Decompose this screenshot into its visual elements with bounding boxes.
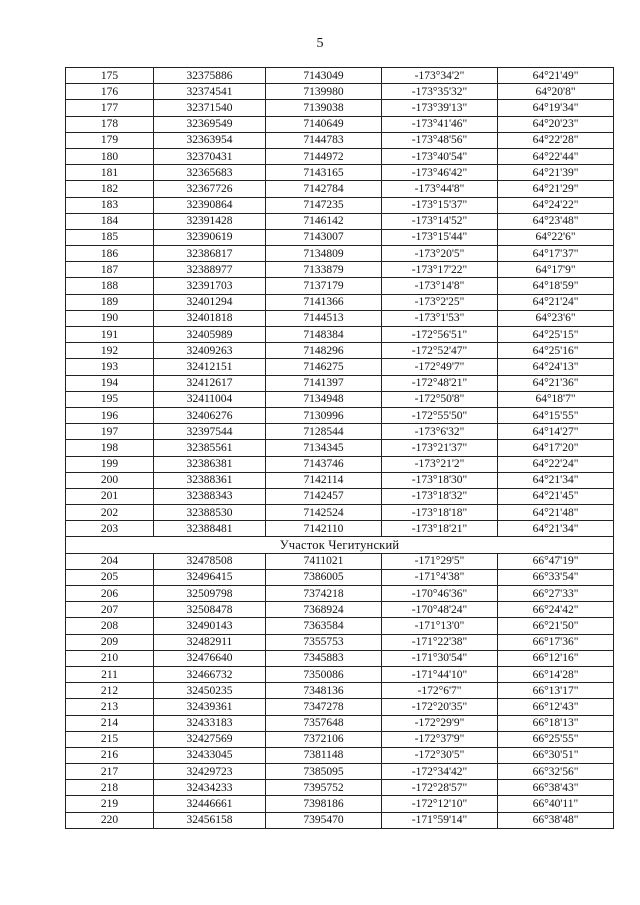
longitude-cell: -172°34'42" — [382, 764, 498, 780]
point-number-cell: 191 — [66, 327, 154, 343]
y-coordinate-cell: 7381148 — [266, 747, 382, 763]
y-coordinate-cell: 7143165 — [266, 165, 382, 181]
latitude-cell: 64°24'22" — [498, 197, 614, 213]
y-coordinate-cell: 7386005 — [266, 569, 382, 585]
point-number-cell: 215 — [66, 731, 154, 747]
latitude-cell: 64°25'15" — [498, 327, 614, 343]
table-row — [66, 764, 614, 780]
point-number-cell: 218 — [66, 780, 154, 796]
latitude-cell: 66°14'28" — [498, 666, 614, 682]
section-row — [66, 537, 614, 553]
table-row — [66, 181, 614, 197]
point-number-cell: 205 — [66, 569, 154, 585]
point-number-cell: 177 — [66, 100, 154, 116]
table-row — [66, 213, 614, 229]
latitude-cell: 64°21'45" — [498, 488, 614, 504]
latitude-cell: 64°24'13" — [498, 359, 614, 375]
x-coordinate-cell: 32388530 — [154, 505, 266, 521]
longitude-cell: -172°12'10" — [382, 796, 498, 812]
latitude-cell: 64°21'49" — [498, 68, 614, 84]
x-coordinate-cell: 32434233 — [154, 780, 266, 796]
point-number-cell: 197 — [66, 424, 154, 440]
x-coordinate-cell: 32386381 — [154, 456, 266, 472]
y-coordinate-cell: 7128544 — [266, 424, 382, 440]
latitude-cell: 64°22'44" — [498, 148, 614, 164]
point-number-cell: 188 — [66, 278, 154, 294]
longitude-cell: -172°55'50" — [382, 407, 498, 423]
table-row — [66, 505, 614, 521]
latitude-cell: 66°32'56" — [498, 764, 614, 780]
x-coordinate-cell: 32388481 — [154, 521, 266, 537]
point-number-cell: 196 — [66, 407, 154, 423]
y-coordinate-cell: 7146275 — [266, 359, 382, 375]
longitude-cell: -173°18'21" — [382, 521, 498, 537]
y-coordinate-cell: 7142114 — [266, 472, 382, 488]
y-coordinate-cell: 7142110 — [266, 521, 382, 537]
longitude-cell: -173°44'8" — [382, 181, 498, 197]
point-number-cell: 198 — [66, 440, 154, 456]
table-row — [66, 148, 614, 164]
y-coordinate-cell: 7142524 — [266, 505, 382, 521]
y-coordinate-cell: 7363584 — [266, 618, 382, 634]
x-coordinate-cell: 32427569 — [154, 731, 266, 747]
table-row — [66, 246, 614, 262]
latitude-cell: 66°47'19" — [498, 553, 614, 569]
longitude-cell: -171°29'5" — [382, 553, 498, 569]
y-coordinate-cell: 7142784 — [266, 181, 382, 197]
x-coordinate-cell: 32490143 — [154, 618, 266, 634]
latitude-cell: 64°17'9" — [498, 262, 614, 278]
table-row — [66, 472, 614, 488]
table-row — [66, 747, 614, 763]
longitude-cell: -173°21'37" — [382, 440, 498, 456]
longitude-cell: -170°46'36" — [382, 586, 498, 602]
latitude-cell: 64°14'27" — [498, 424, 614, 440]
section-title: Участок Чегитунский — [66, 537, 614, 553]
table-row — [66, 521, 614, 537]
latitude-cell: 66°18'13" — [498, 715, 614, 731]
point-number-cell: 183 — [66, 197, 154, 213]
longitude-cell: -173°34'2" — [382, 68, 498, 84]
latitude-cell: 64°22'28" — [498, 132, 614, 148]
longitude-cell: -173°35'32" — [382, 84, 498, 100]
point-number-cell: 202 — [66, 505, 154, 521]
longitude-cell: -173°39'13" — [382, 100, 498, 116]
table-row — [66, 100, 614, 116]
x-coordinate-cell: 32388977 — [154, 262, 266, 278]
point-number-cell: 217 — [66, 764, 154, 780]
x-coordinate-cell: 32371540 — [154, 100, 266, 116]
point-number-cell: 210 — [66, 650, 154, 666]
x-coordinate-cell: 32446661 — [154, 796, 266, 812]
latitude-cell: 64°20'8" — [498, 84, 614, 100]
latitude-cell: 64°23'6" — [498, 310, 614, 326]
longitude-cell: -172°37'9" — [382, 731, 498, 747]
latitude-cell: 64°21'36" — [498, 375, 614, 391]
longitude-cell: -173°15'37" — [382, 197, 498, 213]
x-coordinate-cell: 32476640 — [154, 650, 266, 666]
longitude-cell: -172°56'51" — [382, 327, 498, 343]
y-coordinate-cell: 7134948 — [266, 391, 382, 407]
table-row — [66, 488, 614, 504]
point-number-cell: 208 — [66, 618, 154, 634]
longitude-cell: -173°18'18" — [382, 505, 498, 521]
table-row — [66, 197, 614, 213]
latitude-cell: 64°21'24" — [498, 294, 614, 310]
table-row — [66, 68, 614, 84]
table-row — [66, 165, 614, 181]
table-row — [66, 440, 614, 456]
x-coordinate-cell: 32429723 — [154, 764, 266, 780]
x-coordinate-cell: 32369549 — [154, 116, 266, 132]
latitude-cell: 64°15'55" — [498, 407, 614, 423]
point-number-cell: 213 — [66, 699, 154, 715]
latitude-cell: 64°18'59" — [498, 278, 614, 294]
point-number-cell: 199 — [66, 456, 154, 472]
x-coordinate-cell: 32401294 — [154, 294, 266, 310]
x-coordinate-cell: 32466732 — [154, 666, 266, 682]
point-number-cell: 214 — [66, 715, 154, 731]
latitude-cell: 64°21'48" — [498, 505, 614, 521]
latitude-cell: 66°17'36" — [498, 634, 614, 650]
y-coordinate-cell: 7144513 — [266, 310, 382, 326]
y-coordinate-cell: 7357648 — [266, 715, 382, 731]
table-row — [66, 407, 614, 423]
longitude-cell: -172°52'47" — [382, 343, 498, 359]
y-coordinate-cell: 7137179 — [266, 278, 382, 294]
y-coordinate-cell: 7348136 — [266, 683, 382, 699]
table-row — [66, 650, 614, 666]
table-row — [66, 618, 614, 634]
x-coordinate-cell: 32388361 — [154, 472, 266, 488]
point-number-cell: 195 — [66, 391, 154, 407]
y-coordinate-cell: 7134809 — [266, 246, 382, 262]
x-coordinate-cell: 32450235 — [154, 683, 266, 699]
y-coordinate-cell: 7140649 — [266, 116, 382, 132]
latitude-cell: 64°22'24" — [498, 456, 614, 472]
x-coordinate-cell: 32388343 — [154, 488, 266, 504]
y-coordinate-cell: 7147235 — [266, 197, 382, 213]
point-number-cell: 219 — [66, 796, 154, 812]
latitude-cell: 66°38'43" — [498, 780, 614, 796]
y-coordinate-cell: 7134345 — [266, 440, 382, 456]
point-number-cell: 175 — [66, 68, 154, 84]
latitude-cell: 64°23'48" — [498, 213, 614, 229]
longitude-cell: -172°20'35" — [382, 699, 498, 715]
point-number-cell: 187 — [66, 262, 154, 278]
x-coordinate-cell: 32433045 — [154, 747, 266, 763]
y-coordinate-cell: 7355753 — [266, 634, 382, 650]
table-row — [66, 359, 614, 375]
page-number: 5 — [316, 36, 324, 51]
table-row — [66, 327, 614, 343]
longitude-cell: -172°6'7" — [382, 683, 498, 699]
longitude-cell: -173°14'8" — [382, 278, 498, 294]
latitude-cell: 66°33'54" — [498, 569, 614, 585]
y-coordinate-cell: 7411021 — [266, 553, 382, 569]
x-coordinate-cell: 32412151 — [154, 359, 266, 375]
latitude-cell: 66°27'33" — [498, 586, 614, 602]
point-number-cell: 193 — [66, 359, 154, 375]
y-coordinate-cell: 7345883 — [266, 650, 382, 666]
y-coordinate-cell: 7395752 — [266, 780, 382, 796]
point-number-cell: 194 — [66, 375, 154, 391]
longitude-cell: -172°29'9" — [382, 715, 498, 731]
x-coordinate-cell: 32385561 — [154, 440, 266, 456]
table-row — [66, 780, 614, 796]
y-coordinate-cell: 7148296 — [266, 343, 382, 359]
table-row — [66, 796, 614, 812]
table-row — [66, 569, 614, 585]
table-row — [66, 391, 614, 407]
table-row — [66, 602, 614, 618]
latitude-cell: 66°30'51" — [498, 747, 614, 763]
table-row — [66, 343, 614, 359]
y-coordinate-cell: 7141366 — [266, 294, 382, 310]
x-coordinate-cell: 32482911 — [154, 634, 266, 650]
y-coordinate-cell: 7146142 — [266, 213, 382, 229]
table-row — [66, 116, 614, 132]
point-number-cell: 181 — [66, 165, 154, 181]
point-number-cell: 184 — [66, 213, 154, 229]
table-row — [66, 699, 614, 715]
latitude-cell: 66°12'43" — [498, 699, 614, 715]
latitude-cell: 66°38'48" — [498, 812, 614, 828]
y-coordinate-cell: 7385095 — [266, 764, 382, 780]
y-coordinate-cell: 7144972 — [266, 148, 382, 164]
y-coordinate-cell: 7133879 — [266, 262, 382, 278]
x-coordinate-cell: 32397544 — [154, 424, 266, 440]
longitude-cell: -172°49'7" — [382, 359, 498, 375]
longitude-cell: -173°2'25" — [382, 294, 498, 310]
y-coordinate-cell: 7350086 — [266, 666, 382, 682]
point-number-cell: 220 — [66, 812, 154, 828]
latitude-cell: 66°13'17" — [498, 683, 614, 699]
y-coordinate-cell: 7143007 — [266, 229, 382, 245]
table-row — [66, 666, 614, 682]
latitude-cell: 66°12'16" — [498, 650, 614, 666]
latitude-cell: 66°24'42" — [498, 602, 614, 618]
x-coordinate-cell: 32439361 — [154, 699, 266, 715]
longitude-cell: -173°48'56" — [382, 132, 498, 148]
y-coordinate-cell: 7139038 — [266, 100, 382, 116]
longitude-cell: -172°48'21" — [382, 375, 498, 391]
longitude-cell: -170°48'24" — [382, 602, 498, 618]
latitude-cell: 64°18'7" — [498, 391, 614, 407]
point-number-cell: 203 — [66, 521, 154, 537]
x-coordinate-cell: 32509798 — [154, 586, 266, 602]
latitude-cell: 64°19'34" — [498, 100, 614, 116]
y-coordinate-cell: 7139980 — [266, 84, 382, 100]
latitude-cell: 64°21'39" — [498, 165, 614, 181]
table-row — [66, 634, 614, 650]
latitude-cell: 64°17'20" — [498, 440, 614, 456]
point-number-cell: 176 — [66, 84, 154, 100]
y-coordinate-cell: 7372106 — [266, 731, 382, 747]
y-coordinate-cell: 7347278 — [266, 699, 382, 715]
table-row — [66, 229, 614, 245]
longitude-cell: -172°28'57" — [382, 780, 498, 796]
point-number-cell: 204 — [66, 553, 154, 569]
x-coordinate-cell: 32370431 — [154, 148, 266, 164]
x-coordinate-cell: 32508478 — [154, 602, 266, 618]
latitude-cell: 66°25'55" — [498, 731, 614, 747]
point-number-cell: 206 — [66, 586, 154, 602]
x-coordinate-cell: 32390864 — [154, 197, 266, 213]
table-row — [66, 812, 614, 828]
longitude-cell: -173°18'30" — [382, 472, 498, 488]
x-coordinate-cell: 32433183 — [154, 715, 266, 731]
longitude-cell: -173°6'32" — [382, 424, 498, 440]
point-number-cell: 179 — [66, 132, 154, 148]
point-number-cell: 201 — [66, 488, 154, 504]
x-coordinate-cell: 32375886 — [154, 68, 266, 84]
latitude-cell: 64°21'29" — [498, 181, 614, 197]
coordinates-table — [65, 67, 614, 829]
x-coordinate-cell: 32374541 — [154, 84, 266, 100]
point-number-cell: 212 — [66, 683, 154, 699]
longitude-cell: -173°17'22" — [382, 262, 498, 278]
longitude-cell: -171°30'54" — [382, 650, 498, 666]
point-number-cell: 200 — [66, 472, 154, 488]
point-number-cell: 178 — [66, 116, 154, 132]
longitude-cell: -173°40'54" — [382, 148, 498, 164]
y-coordinate-cell: 7143049 — [266, 68, 382, 84]
x-coordinate-cell: 32409263 — [154, 343, 266, 359]
y-coordinate-cell: 7368924 — [266, 602, 382, 618]
longitude-cell: -173°18'32" — [382, 488, 498, 504]
x-coordinate-cell: 32496415 — [154, 569, 266, 585]
point-number-cell: 180 — [66, 148, 154, 164]
longitude-cell: -171°4'38" — [382, 569, 498, 585]
point-number-cell: 211 — [66, 666, 154, 682]
table-row — [66, 84, 614, 100]
longitude-cell: -173°20'5" — [382, 246, 498, 262]
y-coordinate-cell: 7141397 — [266, 375, 382, 391]
x-coordinate-cell: 32411004 — [154, 391, 266, 407]
x-coordinate-cell: 32401818 — [154, 310, 266, 326]
latitude-cell: 64°25'16" — [498, 343, 614, 359]
table-row — [66, 294, 614, 310]
table-row — [66, 375, 614, 391]
longitude-cell: -172°30'5" — [382, 747, 498, 763]
x-coordinate-cell: 32386817 — [154, 246, 266, 262]
y-coordinate-cell: 7142457 — [266, 488, 382, 504]
x-coordinate-cell: 32391703 — [154, 278, 266, 294]
longitude-cell: -173°14'52" — [382, 213, 498, 229]
table-row — [66, 262, 614, 278]
longitude-cell: -173°46'42" — [382, 165, 498, 181]
y-coordinate-cell: 7374218 — [266, 586, 382, 602]
x-coordinate-cell: 32391428 — [154, 213, 266, 229]
x-coordinate-cell: 32406276 — [154, 407, 266, 423]
table-row — [66, 731, 614, 747]
point-number-cell: 189 — [66, 294, 154, 310]
point-number-cell: 192 — [66, 343, 154, 359]
longitude-cell: -173°1'53" — [382, 310, 498, 326]
latitude-cell: 66°21'50" — [498, 618, 614, 634]
table-row — [66, 683, 614, 699]
latitude-cell: 64°17'37" — [498, 246, 614, 262]
y-coordinate-cell: 7395470 — [266, 812, 382, 828]
longitude-cell: -173°15'44" — [382, 229, 498, 245]
table-row — [66, 586, 614, 602]
latitude-cell: 64°21'34" — [498, 472, 614, 488]
point-number-cell: 185 — [66, 229, 154, 245]
x-coordinate-cell: 32367726 — [154, 181, 266, 197]
latitude-cell: 64°21'34" — [498, 521, 614, 537]
x-coordinate-cell: 32365683 — [154, 165, 266, 181]
longitude-cell: -173°21'2" — [382, 456, 498, 472]
y-coordinate-cell: 7148384 — [266, 327, 382, 343]
table-row — [66, 278, 614, 294]
latitude-cell: 64°22'6" — [498, 229, 614, 245]
point-number-cell: 207 — [66, 602, 154, 618]
y-coordinate-cell: 7130996 — [266, 407, 382, 423]
table-row — [66, 553, 614, 569]
latitude-cell: 64°20'23" — [498, 116, 614, 132]
point-number-cell: 209 — [66, 634, 154, 650]
y-coordinate-cell: 7144783 — [266, 132, 382, 148]
x-coordinate-cell: 32405989 — [154, 327, 266, 343]
longitude-cell: -172°50'8" — [382, 391, 498, 407]
y-coordinate-cell: 7143746 — [266, 456, 382, 472]
x-coordinate-cell: 32412617 — [154, 375, 266, 391]
table-row — [66, 424, 614, 440]
y-coordinate-cell: 7398186 — [266, 796, 382, 812]
latitude-cell: 66°40'11" — [498, 796, 614, 812]
x-coordinate-cell: 32390619 — [154, 229, 266, 245]
longitude-cell: -171°44'10" — [382, 666, 498, 682]
longitude-cell: -171°59'14" — [382, 812, 498, 828]
table-row — [66, 310, 614, 326]
point-number-cell: 216 — [66, 747, 154, 763]
point-number-cell: 182 — [66, 181, 154, 197]
table-row — [66, 132, 614, 148]
x-coordinate-cell: 32456158 — [154, 812, 266, 828]
longitude-cell: -171°22'38" — [382, 634, 498, 650]
point-number-cell: 186 — [66, 246, 154, 262]
table-row — [66, 456, 614, 472]
table-row — [66, 715, 614, 731]
point-number-cell: 190 — [66, 310, 154, 326]
x-coordinate-cell: 32478508 — [154, 553, 266, 569]
x-coordinate-cell: 32363954 — [154, 132, 266, 148]
longitude-cell: -173°41'46" — [382, 116, 498, 132]
longitude-cell: -171°13'0" — [382, 618, 498, 634]
